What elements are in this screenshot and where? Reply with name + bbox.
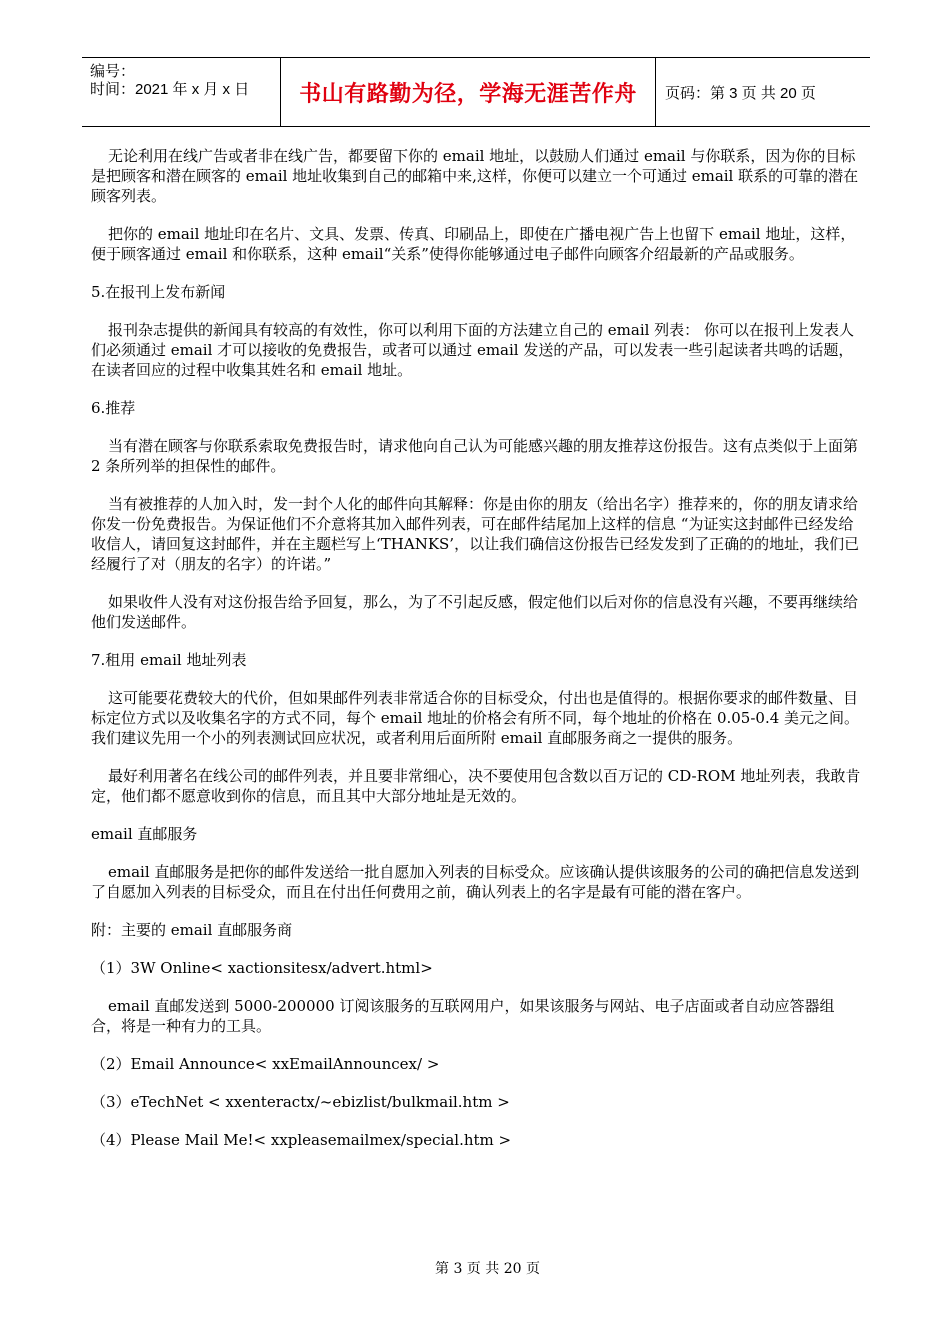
- body-paragraph: 把你的 email 地址印在名片、文具、发票、传真、印刷品上，即使在广播电视广告上也留下 email 地址，这样，便于顾客通过 email 和你联系，这种 email“关系”使得你能够通过电子邮件向顾客介绍最新的产品或服务。: [91, 225, 856, 263]
- header-motto: 书山有路勤为径，学海无涯苦作舟: [299, 81, 637, 107]
- header-page-cell: [655, 58, 880, 126]
- body-paragraph: 报刊杂志提供的新闻具有较高的有效性，你可以利用下面的方法建立自己的 email 列表： 你可以在报刊上发表人们必须通过 email 才可以接收的免费报告，或者可以通过 email 发送的产品，可以发表一些引起读者共鸣的话题，在读者回应的过程中收集其姓名和 email 地址。: [91, 321, 854, 379]
- header-page-number: 页码：第 3 页 共 20 页: [665, 84, 816, 102]
- page-footer: 第 3 页 共 20 页: [435, 1261, 540, 1277]
- body-paragraph: 这可能要花费较大的代价，但如果邮件列表非常适合你的目标受众，付出也是值得的。根据你要求的邮件数量、目标定位方式以及收集名字的方式不同，每个 email 地址的价格会有所不同，每个地址的价格在 0.05-0.4 美元之间。我们建议先用一个小的列表测试回应状况，或者利用后面所附 email 直邮服务商之一提供的服务。: [91, 689, 860, 747]
- body-paragraph: 当有被推荐的人加入时，发一封个人化的邮件向其解释：你是由你的朋友（给出名字）推荐来的，你的朋友请求给你发一份免费报告。为保证他们不介意将其加入邮件列表，可在邮件结尾加上这样的信息 “为证实这封邮件已经发给收信人，请回复这封邮件，并在主题栏写上‘THANKS’，以让我们确信这份报告已经发发到了正确的的地址，我们已经履行了对（朋友的名字）的许诺。”: [91, 495, 860, 573]
- section-heading: 6.推荐: [91, 399, 136, 417]
- section-heading: 5.在报刊上发布新闻: [91, 283, 226, 301]
- list-item: （3）eTechNet < xxenteractx/~ebizlist/bulkmail.htm >: [91, 1093, 510, 1111]
- body-paragraph: 无论利用在线广告或者非在线广告，都要留下你的 email 地址，以鼓励人们通过 email 与你联系，因为你的目标是把顾客和潜在顾客的 email 地址收集到自己的邮箱中来,这样，你便可以建立一个可通过 email 联系的可靠的潜在顾客列表。: [91, 147, 859, 205]
- body-paragraph: 当有潜在顾客与你联系索取免费报告时，请求他向自己认为可能感兴趣的朋友推荐这份报告。这有点类似于上面第 2 条所列举的担保性的邮件。: [91, 437, 859, 475]
- page-header: [82, 57, 870, 127]
- list-item: （2）Email Announce< xxEmailAnnouncex/ >: [91, 1055, 440, 1073]
- body-paragraph: email 直邮发送到 5000-200000 订阅该服务的互联网用户，如果该服务与网站、电子店面或者自动应答器组合，将是一种有力的工具。: [91, 997, 835, 1035]
- document-body: [91, 146, 861, 1168]
- document-time-label: 时间：2021 年 x 月 x 日: [90, 81, 250, 98]
- list-item: （4）Please Mail Me!< xxpleasemailmex/special.htm >: [91, 1131, 512, 1149]
- body-paragraph: email 直邮服务是把你的邮件发送给一批自愿加入列表的目标受众。应该确认提供该服务的公司的确把信息发送到了自愿加入列表的目标受众，而且在付出任何费用之前，确认列表上的名字是最有可能的潜在客户。: [91, 863, 860, 901]
- header-motto-cell: [280, 58, 656, 126]
- list-item: （1）3W Online< xactionsitesx/advert.html>: [91, 959, 433, 977]
- body-paragraph: 最好利用著名在线公司的邮件列表，并且要非常细心，决不要使用包含数以百万记的 CD-ROM 地址列表，我敢肯定，他们都不愿意收到你的信息，而且其中大部分地址是无效的。: [91, 767, 861, 805]
- section-heading: 附：主要的 email 直邮服务商: [91, 921, 293, 939]
- header-info-cell: [82, 58, 280, 126]
- section-heading: 7.租用 email 地址列表: [91, 651, 247, 669]
- document-number-label: 编号：: [90, 63, 136, 80]
- body-paragraph: 如果收件人没有对这份报告给予回复，那么，为了不引起反感，假定他们以后对你的信息没有兴趣，不要再继续给他们发送邮件。: [91, 593, 859, 631]
- section-heading: email 直邮服务: [91, 825, 198, 843]
